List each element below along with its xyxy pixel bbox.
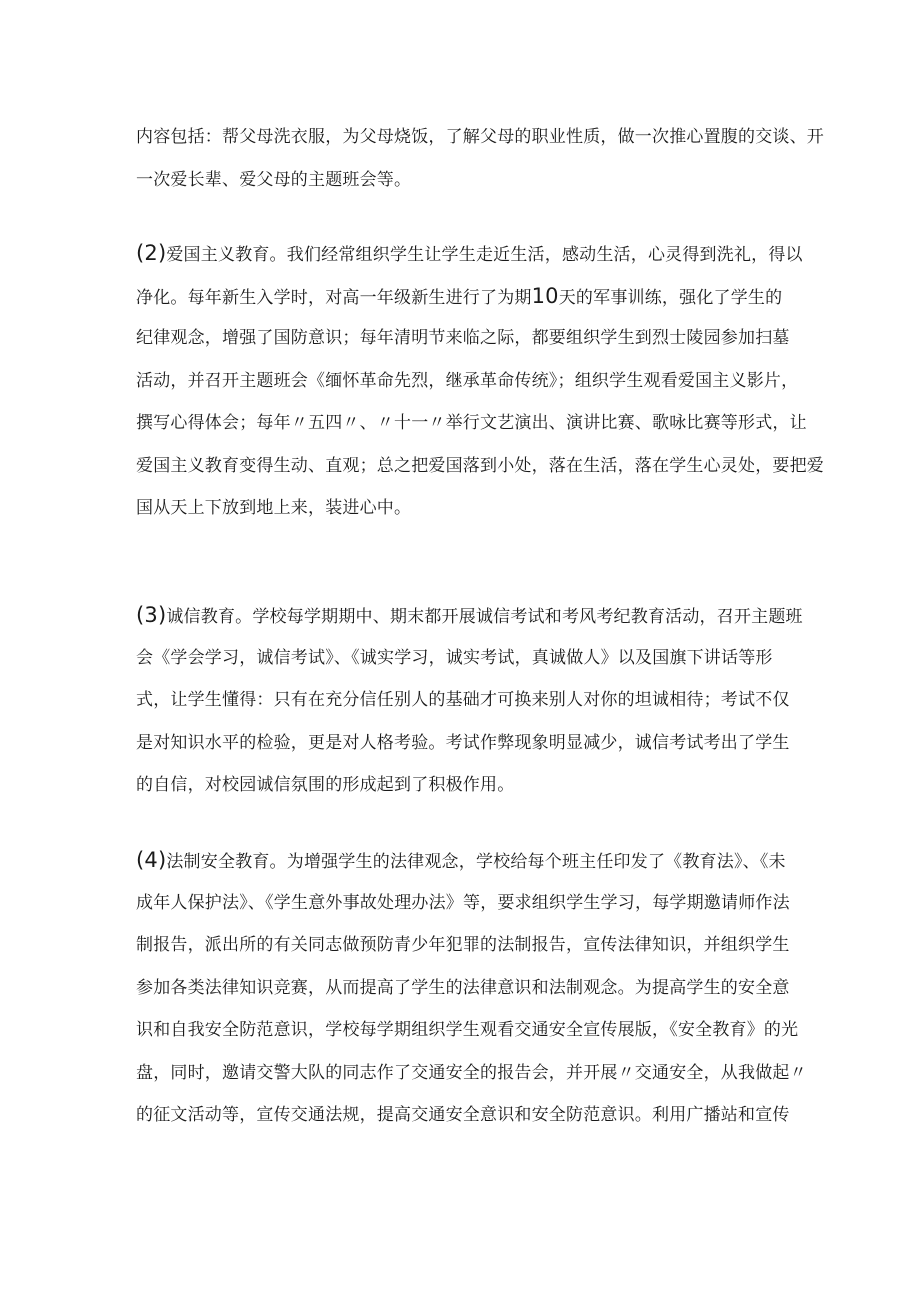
text-line: 识和自我安全防范意识，学校每学期组织学生观看交通安全宣传展版，《安全教育》的光: [136, 1020, 799, 1040]
text-line: 的征文活动等，宣传交通法规，提高交通安全意识和安全防范意识。利用广播站和宣传: [136, 1105, 790, 1125]
text-line: (2)爱国主义教育。我们经常组织学生让学生走近生活，感动生活，心灵得到洗礼，得以: [136, 241, 803, 265]
paragraph-legal-safety-education: [136, 839, 807, 1137]
text-line: 参加各类法律知识竞赛，从而提高了学生的法律意识和法制观念。为提高学生的安全意: [136, 977, 790, 998]
text-line: (3)诚信教育。学校每学期期中、期末都开展诚信考试和考风考纪教育活动，召开主题班: [136, 603, 803, 627]
paragraph-integrity-education: [136, 594, 803, 807]
text-line: 是对知识水平的检验，更是对人格考验。考试作弊现象明显减少，诚信考试考出了学生: [136, 732, 790, 753]
text-line: (4)法制安全教育。为增强学生的法律观念，学校给每个班主任印发了《教育法》、《未: [136, 848, 786, 872]
inline-number: 10: [531, 283, 559, 308]
section-number: (3): [136, 603, 167, 627]
text-line: 会《学会学习，诚信考试》、《诚实学习，诚实考试，真诚做人》以及国旗下讲话等形: [136, 647, 773, 668]
text-line: 撰写心得体会；每年〃五四〃、〃十一〃举行文艺演出、演讲比赛、歌咏比赛等形式，让: [136, 413, 807, 433]
paragraph-patriotic-education: [136, 232, 824, 530]
section-number: (2): [136, 241, 167, 265]
paragraph-family-activities: [136, 116, 824, 201]
text-line: 一次爱长辈、爱父母的主题班会等。: [136, 169, 412, 190]
text-line: 内容包括：帮父母洗衣服，为父母烧饭，了解父母的职业性质，做一次推心置腹的交谈、开: [136, 127, 824, 147]
text-line: 国从天上下放到地上来，装进心中。: [136, 498, 412, 518]
text-line: 净化。每年新生入学时，对高一年级新生进行了为期10天的军事训练，强化了学生的: [136, 283, 783, 308]
text-line: 成年人保护法》、《学生意外事故处理办法》等，要求组织学生学习，每学期邀请师作法: [136, 892, 790, 913]
text-line: 爱国主义教育变得生动、直观；总之把爱国落到小处，落在生活，落在学生心灵处，要把爱: [136, 455, 824, 476]
text-line: 制报告，派出所的有关同志做预防青少年犯罪的法制报告，宣传法律知识，并组织学生: [136, 935, 790, 955]
text-line: 的自信，对校园诚信氛围的形成起到了积极作用。: [136, 775, 515, 795]
text-line: 式，让学生懂得：只有在充分信任别人的基础才可换来别人对你的坦诚相待；考试不仅: [136, 690, 790, 710]
section-number: (4): [136, 848, 167, 872]
text-line: 纪律观念，增强了国防意识；每年清明节来临之际，都要组织学生到烈士陵园参加扫墓: [136, 328, 790, 348]
text-line: 活动，并召开主题班会《缅怀革命先烈，继承革命传统》；组织学生观看爱国主义影片，: [136, 370, 799, 391]
text-line: 盘，同时，邀请交警大队的同志作了交通安全的报告会，并开展〃交通安全，从我做起〃: [136, 1062, 807, 1083]
